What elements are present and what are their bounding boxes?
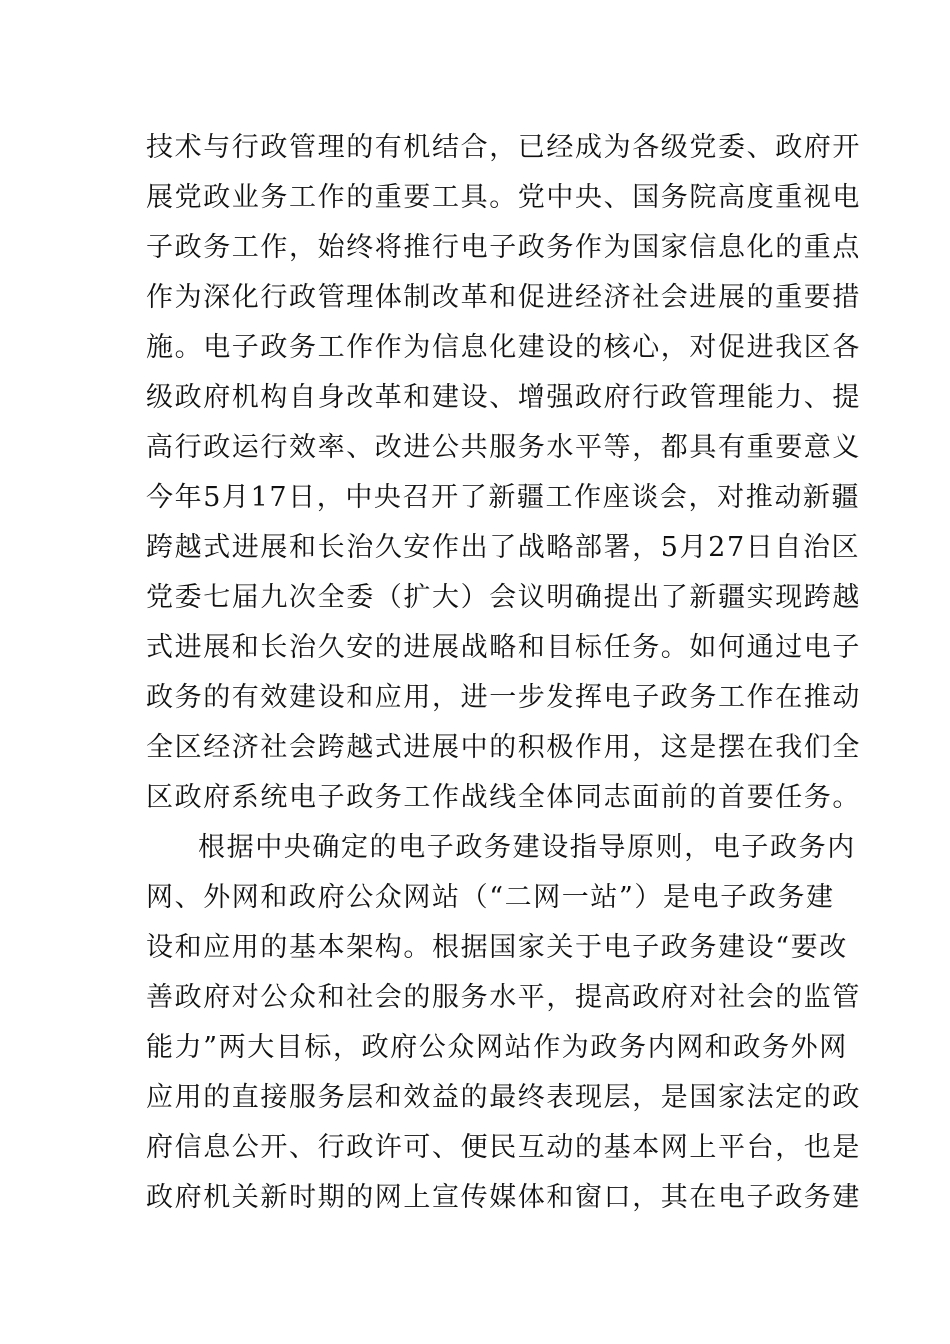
- text-line: 政务的有效建设和应用，进一步发挥电子政务工作在推动: [146, 682, 861, 713]
- text-line: 施。电子政务工作作为信息化建设的核心，对促进我区各: [146, 332, 861, 363]
- text-line: 府信息公开、行政许可、便民互动的基本网上平台，也是: [146, 1132, 861, 1163]
- text-line: 区政府系统电子政务工作战线全体同志面前的首要任务。: [146, 782, 861, 813]
- text-line: 式进展和长治久安的进展战略和目标任务。如何通过电子: [146, 632, 861, 663]
- text-line: 全区经济社会跨越式进展中的积极作用，这是摆在我们全: [146, 732, 861, 763]
- text-line: 网、外网和政府公众网站（“二网一站”）是电子政务建: [146, 882, 835, 913]
- text-line: 高行政运行效率、改进公共服务水平等，都具有重要意义: [146, 432, 861, 463]
- text-line: 级政府机构自身改革和建设、增强政府行政管理能力、提: [146, 382, 861, 413]
- text-line: 应用的直接服务层和效益的最终表现层，是国家法定的政: [146, 1082, 861, 1113]
- text-line: 展党政业务工作的重要工具。党中央、国务院高度重视电: [146, 182, 861, 213]
- text-line: 党委七届九次全委（扩大）会议明确提出了新疆实现跨越: [146, 582, 861, 613]
- text-line: 能力”两大目标，政府公众网站作为政务内网和政务外网: [146, 1032, 848, 1063]
- text-line: 设和应用的基本架构。根据国家关于电子政务建设“要改: [146, 932, 848, 963]
- text-line: 技术与行政管理的有机结合，已经成为各级党委、政府开: [146, 132, 861, 163]
- text-line: 善政府对公众和社会的服务水平，提高政府对社会的监管: [146, 982, 861, 1013]
- text-line: 今年5月17日，中央召开了新疆工作座谈会，对推动新疆: [146, 482, 861, 513]
- text-line: 子政务工作，始终将推行电子政务作为国家信息化的重点: [146, 232, 861, 263]
- text-line: 根据中央确定的电子政务建设指导原则，电子政务内: [198, 832, 856, 863]
- text-line: 作为深化行政管理体制改革和促进经济社会进展的重要措: [146, 282, 861, 313]
- text-line: 政府机关新时期的网上宣传媒体和窗口，其在电子政务建: [146, 1182, 861, 1213]
- text-line: 跨越式进展和长治久安作出了战略部署，5月27日自治区: [146, 532, 861, 563]
